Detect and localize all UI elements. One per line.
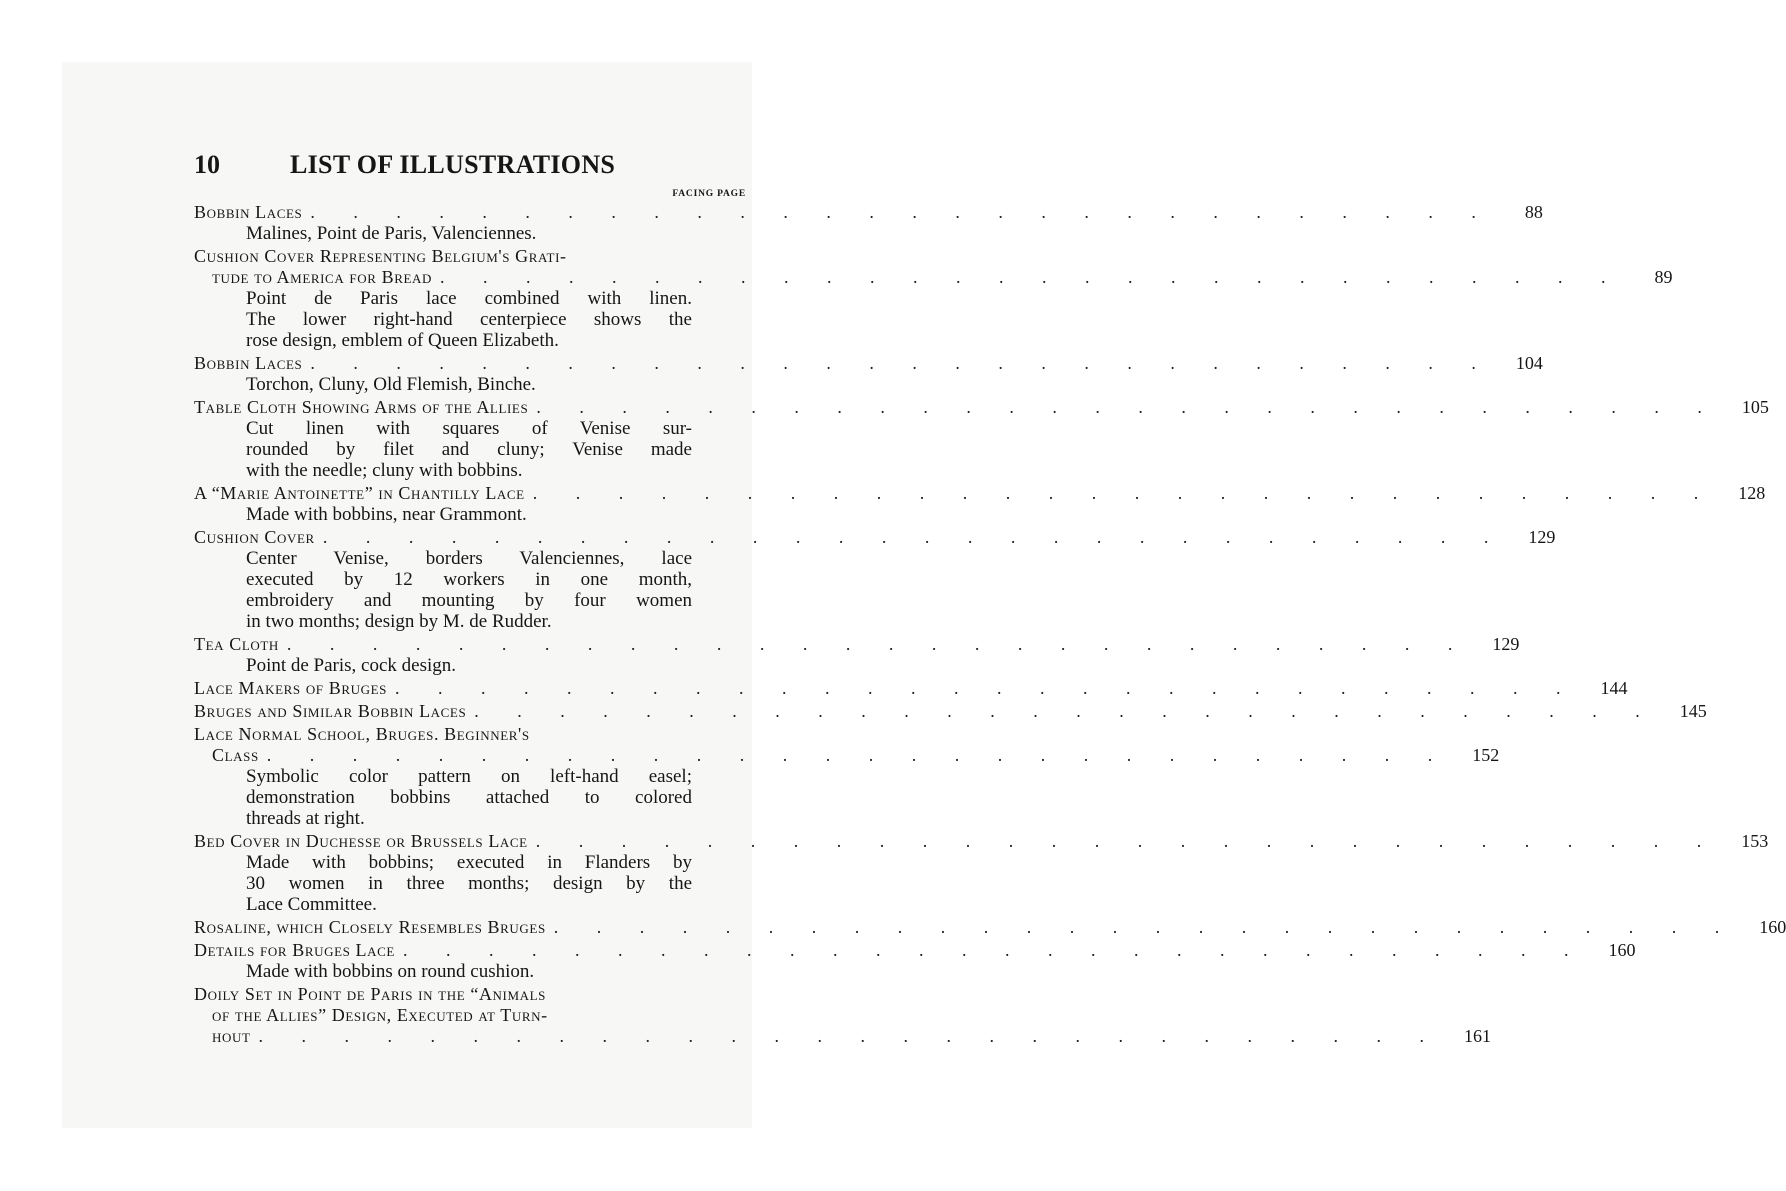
list-item <box>194 246 1673 351</box>
list-item <box>194 397 1769 481</box>
dot-leader: . . . . . . . . . . . . . . . . . . . . . . . . . . . . <box>394 678 1578 698</box>
entry-page-ref: 144 <box>1600 678 1628 698</box>
entry-title-line <box>194 984 746 1005</box>
entry-description: Made with bobbins; executed in Flanders by <box>246 852 692 873</box>
list-item <box>194 701 1707 722</box>
dot-leader: . . . . . . . . . . . . . . . . . . . . . . . . . . . . <box>402 940 1586 960</box>
entry-page-ref: 153 <box>1741 831 1769 851</box>
list-item <box>194 917 1786 938</box>
entry-title: Doily Set in Point de Paris in the “Animals <box>194 984 546 1004</box>
entry-title-line <box>194 634 1520 655</box>
entry-title-line <box>194 940 1636 961</box>
entry-page-ref: 129 <box>1492 634 1520 654</box>
entry-title-line <box>194 353 1543 374</box>
list-item <box>194 831 1769 915</box>
list-item <box>194 940 1636 982</box>
entry-page-ref: 89 <box>1654 267 1673 287</box>
page-title: LIST OF ILLUSTRATIONS <box>290 150 616 179</box>
dot-leader: . . . . . . . . . . . . . . . . . . . . . . . . . . . . <box>258 1026 1442 1046</box>
list-item <box>194 634 1520 676</box>
dot-leader: . . . . . . . . . . . . . . . . . . . . . . . . . . . . <box>322 527 1506 547</box>
entry-title-line <box>194 202 1543 223</box>
entry-title: Bobbin Laces <box>194 353 303 373</box>
entry-description: rounded by filet and cluny; Venise made <box>246 439 692 460</box>
entry-title-line <box>194 724 746 745</box>
page-number: 10 <box>194 150 220 179</box>
entry-description: Center Venise, borders Valenciennes, lace <box>246 548 692 569</box>
entry-description: embroidery and mounting by four women <box>246 590 692 611</box>
entry-page-ref: 160 <box>1759 917 1786 937</box>
entry-page-ref: 160 <box>1608 940 1636 960</box>
entry-page-ref: 145 <box>1679 701 1707 721</box>
entry-title: tude to America for Bread <box>212 267 433 287</box>
entry-title-line <box>194 397 1769 418</box>
page-content <box>194 150 1786 1047</box>
dot-leader: . . . . . . . . . . . . . . . . . . . . . . . . . . . . <box>536 397 1719 417</box>
entry-title: Bobbin Laces <box>194 202 303 222</box>
entry-description: with the needle; cluny with bobbins. <box>246 460 523 481</box>
entry-description: threads at right. <box>246 808 365 829</box>
entry-page-ref: 105 <box>1741 397 1769 417</box>
entry-page-ref: 161 <box>1464 1026 1492 1046</box>
entry-description: The lower right-hand centerpiece shows the <box>246 309 692 330</box>
entry-description: in two months; design by M. de Rudder. <box>246 611 552 632</box>
dot-leader: . . . . . . . . . . . . . . . . . . . . . . . . . . . . <box>266 745 1450 765</box>
entry-title-line <box>194 745 1500 766</box>
entry-title: Lace Normal School, Bruges. Beginner's <box>194 724 530 744</box>
entry-description: Cut linen with squares of Venise sur- <box>246 418 692 439</box>
entry-title-line <box>194 483 1766 504</box>
entry-description: Symbolic color pattern on left-hand easel; <box>246 766 692 787</box>
list-item <box>194 678 1628 699</box>
entry-description: 30 women in three months; design by the <box>246 873 692 894</box>
entry-title: Class <box>212 745 259 765</box>
entry-title: Cushion Cover Representing Belgium's Grati- <box>194 246 567 266</box>
entry-title-line <box>194 917 1786 938</box>
dot-leader: . . . . . . . . . . . . . . . . . . . . . . . . . . . . <box>286 634 1470 654</box>
list-item <box>194 483 1766 525</box>
entry-description: Point de Paris, cock design. <box>246 655 457 676</box>
entry-title: A “Marie Antoinette” in Chantilly Lace <box>194 483 525 503</box>
entry-title-line <box>194 1026 1492 1047</box>
entry-title-line <box>194 678 1628 699</box>
entry-description: Malines, Point de Paris, Valenciennes. <box>246 223 537 244</box>
entry-title-line <box>194 267 1673 288</box>
entry-title: Details for Bruges Lace <box>194 940 395 960</box>
entry-page-ref: 152 <box>1472 745 1500 765</box>
entry-description: Made with bobbins, near Grammont. <box>246 504 527 525</box>
entry-description: Made with bobbins on round cushion. <box>246 961 535 982</box>
dot-leader: . . . . . . . . . . . . . . . . . . . . . . . . . . . . <box>310 202 1493 222</box>
entry-title-line <box>194 1005 746 1026</box>
entry-page-ref: 88 <box>1524 202 1543 222</box>
entry-title-line <box>194 527 1556 548</box>
entry-description: rose design, emblem of Queen Elizabeth. <box>246 330 559 351</box>
entry-title: Lace Makers of Bruges <box>194 678 387 698</box>
list-item <box>194 724 1500 829</box>
entry-title: Cushion Cover <box>194 527 315 547</box>
entry-title: of the Allies” Design, Executed at Turn- <box>212 1005 548 1025</box>
entry-title: Bed Cover in Duchesse or Brussels Lace <box>194 831 528 851</box>
entry-description: executed by 12 workers in one month, <box>246 569 692 590</box>
entry-title: Bruges and Similar Bobbin Laces <box>194 701 467 721</box>
entry-title-line <box>194 831 1769 852</box>
running-head <box>194 150 746 190</box>
list-item <box>194 984 1492 1047</box>
facing-page-label: FACING PAGE <box>672 189 746 199</box>
entry-page-ref: 104 <box>1515 353 1543 373</box>
list-item <box>194 202 1543 244</box>
list-item <box>194 527 1556 632</box>
entry-description: Point de Paris lace combined with linen. <box>246 288 692 309</box>
entry-page-ref: 129 <box>1528 527 1556 547</box>
list-item <box>194 353 1543 395</box>
dot-leader: . . . . . . . . . . . . . . . . . . . . . . . . . . . . <box>474 701 1657 721</box>
entry-description: Torchon, Cluny, Old Flemish, Binche. <box>246 374 536 395</box>
entry-title: Rosaline, which Closely Resembles Bruges <box>194 917 546 937</box>
dot-leader: . . . . . . . . . . . . . . . . . . . . . . . . . . . . <box>553 917 1737 937</box>
entry-title: Table Cloth Showing Arms of the Allies <box>194 397 529 417</box>
illustration-list <box>194 202 1786 1047</box>
entry-title-line <box>194 246 746 267</box>
dot-leader: . . . . . . . . . . . . . . . . . . . . . . . . . . . . <box>535 831 1719 851</box>
entry-description: demonstration bobbins attached to colored <box>246 787 692 808</box>
entry-title: Tea Cloth <box>194 634 279 654</box>
entry-description: Lace Committee. <box>246 894 377 915</box>
entry-page-ref: 128 <box>1738 483 1766 503</box>
dot-leader: . . . . . . . . . . . . . . . . . . . . . . . . . . . . <box>532 483 1716 503</box>
dot-leader: . . . . . . . . . . . . . . . . . . . . . . . . . . . . <box>310 353 1493 373</box>
entry-title: hout <box>212 1026 251 1046</box>
dot-leader: . . . . . . . . . . . . . . . . . . . . . . . . . . . . <box>440 267 1623 287</box>
entry-title-line <box>194 701 1707 722</box>
book-page <box>62 62 1786 1128</box>
